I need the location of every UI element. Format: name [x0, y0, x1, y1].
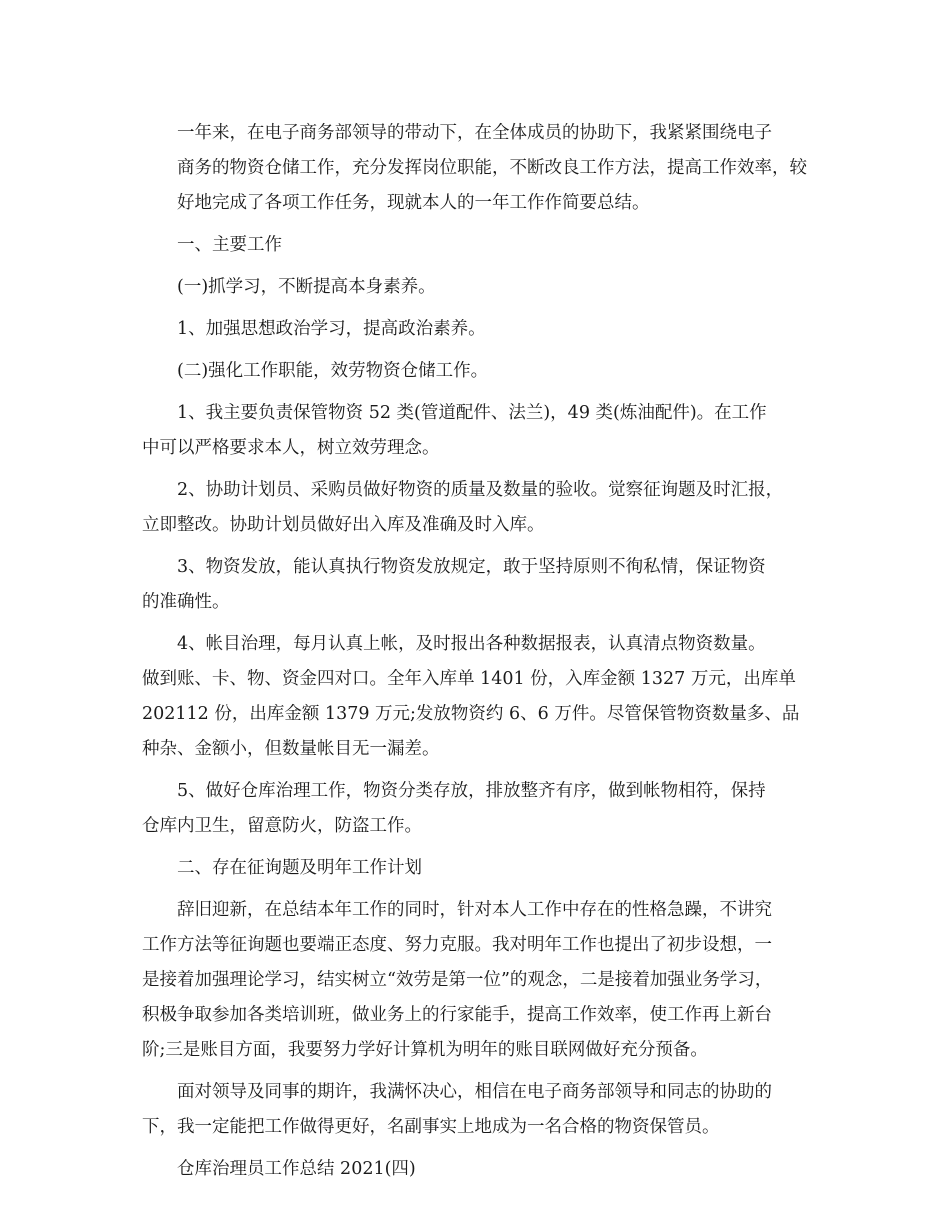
text-line: 一年来，在电子商务部领导的带动下，在全体成员的协助下，我紧紧围绕电子 — [177, 123, 772, 143]
list-item-materials-custody — [142, 396, 832, 466]
text-line: 辞旧迎新，在总结本年工作的同时，针对本人工作中存在的性格急躁，不讲究 — [177, 900, 772, 920]
section-heading-main-work — [142, 228, 832, 263]
text-line: 一、主要工作 — [177, 235, 282, 255]
list-item-inspection — [142, 473, 832, 543]
text-line: 2、协助计划员、采购员做好物资的质量及数量的验收。觉察征询题及时汇报， — [177, 480, 784, 500]
list-item-accounts — [142, 627, 832, 767]
text-line: 的准确性。 — [142, 592, 230, 612]
subheading-study — [142, 270, 832, 305]
text-line: 商务的物资仓储工作，充分发挥岗位职能，不断改良工作方法，提高工作效率，较 — [177, 158, 807, 178]
list-item-warehouse-management — [142, 774, 832, 844]
text-line: 是接着加强理论学习，结实树立“效劳是第一位”的观念，二是接着加强业务学习， — [142, 970, 773, 990]
text-line: 5、做好仓库治理工作，物资分类存放，排放整齐有序，做到帐物相符，保持 — [177, 781, 766, 801]
text-line: 中可以严格要求本人，树立效劳理念。 — [142, 438, 440, 458]
text-line: (一)抓学习，不断提高本身素养。 — [177, 277, 436, 297]
text-line: 202112 份，出库金额 1379 万元;发放物资约 6、6 万件。尽管保管物资数量多、品 — [142, 704, 800, 724]
text-line: 面对领导及同事的期许，我满怀决心，相信在电子商务部领导和同志的协助的 — [177, 1082, 772, 1102]
text-line: 仓库内卫生，留意防火，防盗工作。 — [142, 816, 422, 836]
text-line: 3、物资发放，能认真执行物资发放规定，敢于坚持原则不徇私情，保证物资 — [177, 557, 766, 577]
list-item-political-study — [142, 312, 832, 347]
list-item-distribution — [142, 550, 832, 620]
text-line: 仓库治理员工作总结 2021(四) — [177, 1159, 416, 1179]
text-line: 1、加强思想政治学习，提高政治素养。 — [177, 319, 486, 339]
text-line: 1、我主要负责保管物资 52 类(管道配件、法兰)，49 类(炼油配件)。在工作 — [177, 403, 767, 423]
text-line: 立即整改。协助计划员做好出入库及准确及时入库。 — [142, 515, 545, 535]
intro-paragraph — [142, 116, 832, 221]
text-line: 阶;三是账目方面，我要努力学好计算机为明年的账目联网做好充分预备。 — [142, 1040, 708, 1060]
text-line: (二)强化工作职能，效劳物资仓储工作。 — [177, 361, 489, 381]
next-section-title — [142, 1152, 832, 1187]
plan-paragraph — [142, 893, 832, 1068]
text-line: 积极争取参加各类培训班，做业务上的行家能手，提高工作效率，使工作再上新台 — [142, 1005, 772, 1025]
text-line: 4、帐目治理，每月认真上帐，及时报出各种数据报表，认真清点物资数量。 — [177, 634, 766, 654]
subheading-job-functions — [142, 354, 832, 389]
text-line: 种杂、金额小，但数量帐目无一漏差。 — [142, 739, 440, 759]
text-line: 二、存在征询题及明年工作计划 — [177, 858, 422, 878]
document-body — [142, 116, 832, 1194]
text-line: 下，我一定能把工作做得更好，名副事实上地成为一名合格的物资保管员。 — [142, 1117, 720, 1137]
section-heading-problems-plan — [142, 851, 832, 886]
text-line: 做到账、卡、物、资金四对口。全年入库单 1401 份，入库金额 1327 万元，出库单 — [142, 669, 796, 689]
text-line: 工作方法等征询题也要端正态度、努力克服。我对明年工作也提出了初步设想，一 — [142, 935, 772, 955]
closing-paragraph — [142, 1075, 832, 1145]
text-line: 好地完成了各项工作任务，现就本人的一年工作作简要总结。 — [177, 193, 650, 213]
